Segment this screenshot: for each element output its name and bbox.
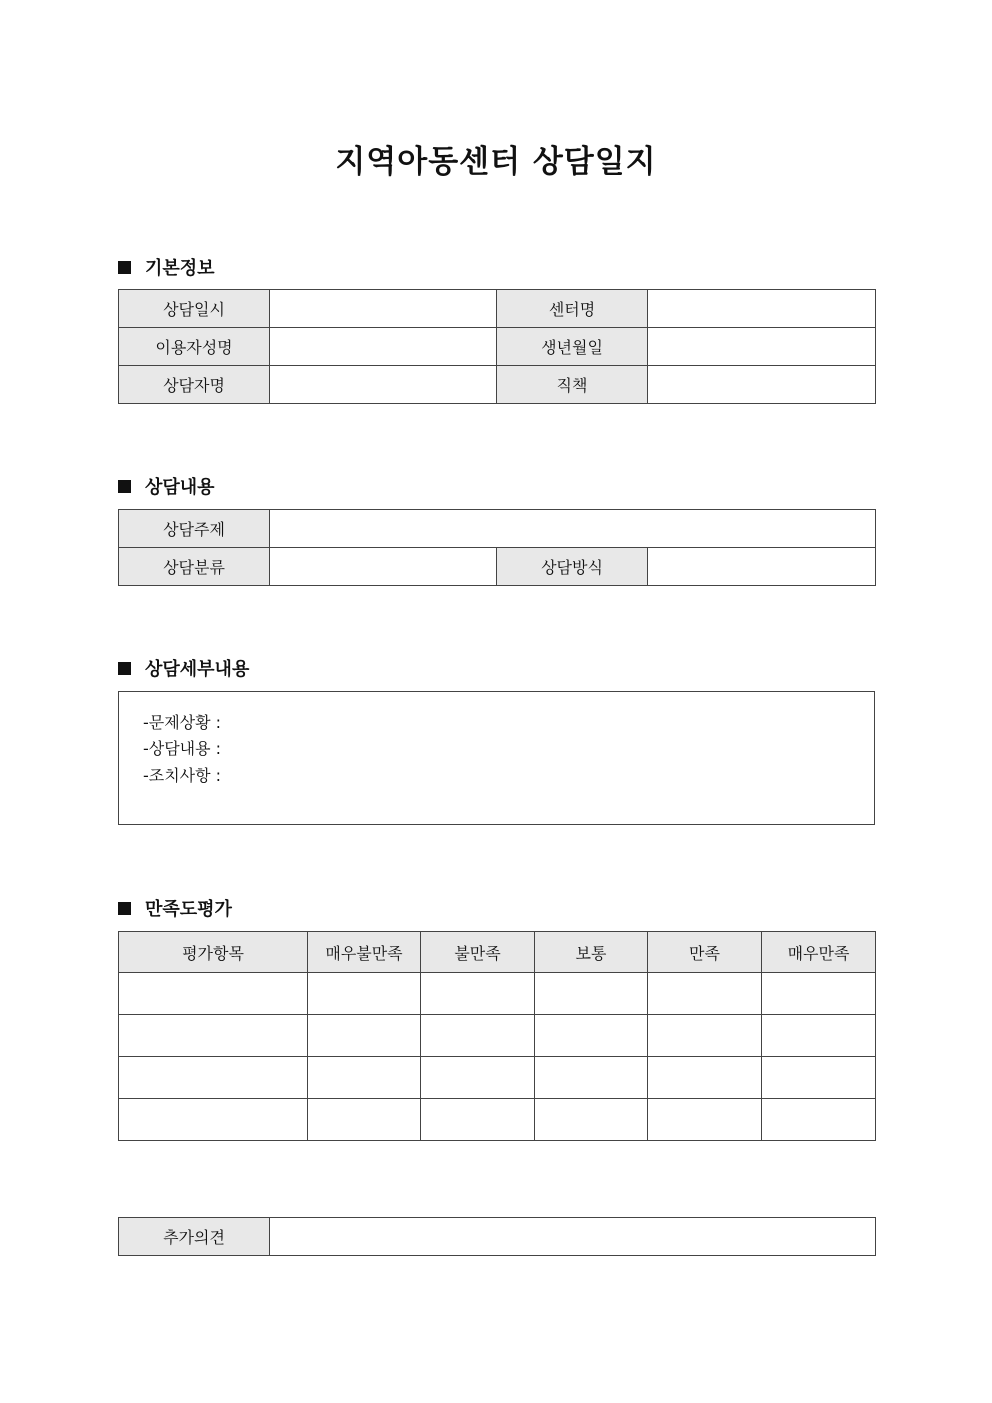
- counsel-category-label: 상담분류: [119, 548, 270, 586]
- counselor-name-label: 상담자명: [119, 366, 270, 404]
- rating-cell[interactable]: [421, 973, 535, 1015]
- counsel-method-field[interactable]: [648, 548, 876, 586]
- rating-cell[interactable]: [762, 1099, 876, 1141]
- counsel-topic-field[interactable]: [270, 510, 876, 548]
- counsel-datetime-field[interactable]: [270, 290, 497, 328]
- rating-cell[interactable]: [648, 1015, 762, 1057]
- consult-table: [118, 509, 876, 586]
- section-heading-label: 상담내용: [145, 477, 215, 498]
- table-row: [119, 1218, 876, 1256]
- table-header-row: [119, 932, 876, 973]
- section-heading-details: [118, 655, 249, 681]
- column-header-satisfied: 만족: [648, 932, 762, 973]
- rating-cell[interactable]: [762, 1057, 876, 1099]
- additional-opinion-table: [118, 1217, 876, 1256]
- square-bullet-icon: [118, 662, 131, 675]
- column-header-item: 평가항목: [119, 932, 308, 973]
- rating-cell[interactable]: [535, 973, 648, 1015]
- client-name-field[interactable]: [270, 328, 497, 366]
- center-name-label: 센터명: [497, 290, 648, 328]
- eval-item-cell[interactable]: [119, 973, 308, 1015]
- action-taken-line: -조치사항 :: [143, 766, 222, 785]
- rating-cell[interactable]: [308, 1057, 421, 1099]
- table-row: [119, 1015, 876, 1057]
- birth-date-field[interactable]: [648, 328, 876, 366]
- satisfaction-table: [118, 931, 876, 1141]
- counsel-category-field[interactable]: [270, 548, 497, 586]
- additional-opinion-label: 추가의견: [119, 1218, 270, 1256]
- column-header-dissatisfied: 불만족: [421, 932, 535, 973]
- section-heading-satisfaction: [118, 895, 232, 921]
- rating-cell[interactable]: [308, 1099, 421, 1141]
- table-row: [119, 366, 876, 404]
- section-heading-label: 만족도평가: [145, 899, 232, 920]
- rating-cell[interactable]: [535, 1057, 648, 1099]
- page-title: 지역아동센터 상담일지: [335, 144, 657, 180]
- rating-cell[interactable]: [308, 973, 421, 1015]
- counsel-datetime-label: 상담일시: [119, 290, 270, 328]
- section-heading-basic-info: [118, 254, 215, 280]
- rating-cell[interactable]: [648, 1057, 762, 1099]
- table-row: [119, 548, 876, 586]
- eval-item-cell[interactable]: [119, 1099, 308, 1141]
- table-row: [119, 328, 876, 366]
- table-row: [119, 290, 876, 328]
- position-field[interactable]: [648, 366, 876, 404]
- table-row: [119, 1057, 876, 1099]
- counselor-name-field[interactable]: [270, 366, 497, 404]
- rating-cell[interactable]: [535, 1099, 648, 1141]
- position-label: 직책: [497, 366, 648, 404]
- counsel-topic-label: 상담주제: [119, 510, 270, 548]
- client-name-label: 이용자성명: [119, 328, 270, 366]
- square-bullet-icon: [118, 480, 131, 493]
- eval-item-cell[interactable]: [119, 1057, 308, 1099]
- rating-cell[interactable]: [535, 1015, 648, 1057]
- square-bullet-icon: [118, 261, 131, 274]
- column-header-very-satisfied: 매우만족: [762, 932, 876, 973]
- additional-opinion-field[interactable]: [270, 1218, 876, 1256]
- rating-cell[interactable]: [648, 973, 762, 1015]
- section-heading-label: 기본정보: [145, 258, 215, 279]
- column-header-neutral: 보통: [535, 932, 648, 973]
- section-heading-consult: [118, 473, 215, 499]
- table-row: [119, 510, 876, 548]
- birth-date-label: 생년월일: [497, 328, 648, 366]
- rating-cell[interactable]: [648, 1099, 762, 1141]
- column-header-very-dissatisfied: 매우불만족: [308, 932, 421, 973]
- center-name-field[interactable]: [648, 290, 876, 328]
- table-row: [119, 973, 876, 1015]
- counsel-method-label: 상담방식: [497, 548, 648, 586]
- square-bullet-icon: [118, 902, 131, 915]
- rating-cell[interactable]: [308, 1015, 421, 1057]
- eval-item-cell[interactable]: [119, 1015, 308, 1057]
- rating-cell[interactable]: [421, 1015, 535, 1057]
- rating-cell[interactable]: [762, 973, 876, 1015]
- problem-situation-line: -문제상황 :: [143, 713, 222, 732]
- rating-cell[interactable]: [421, 1057, 535, 1099]
- rating-cell[interactable]: [421, 1099, 535, 1141]
- rating-cell[interactable]: [762, 1015, 876, 1057]
- counsel-content-line: -상담내용 :: [143, 739, 222, 758]
- table-row: [119, 1099, 876, 1141]
- details-textarea[interactable]: [118, 691, 875, 825]
- basic-info-table: [118, 289, 876, 404]
- section-heading-label: 상담세부내용: [145, 659, 250, 680]
